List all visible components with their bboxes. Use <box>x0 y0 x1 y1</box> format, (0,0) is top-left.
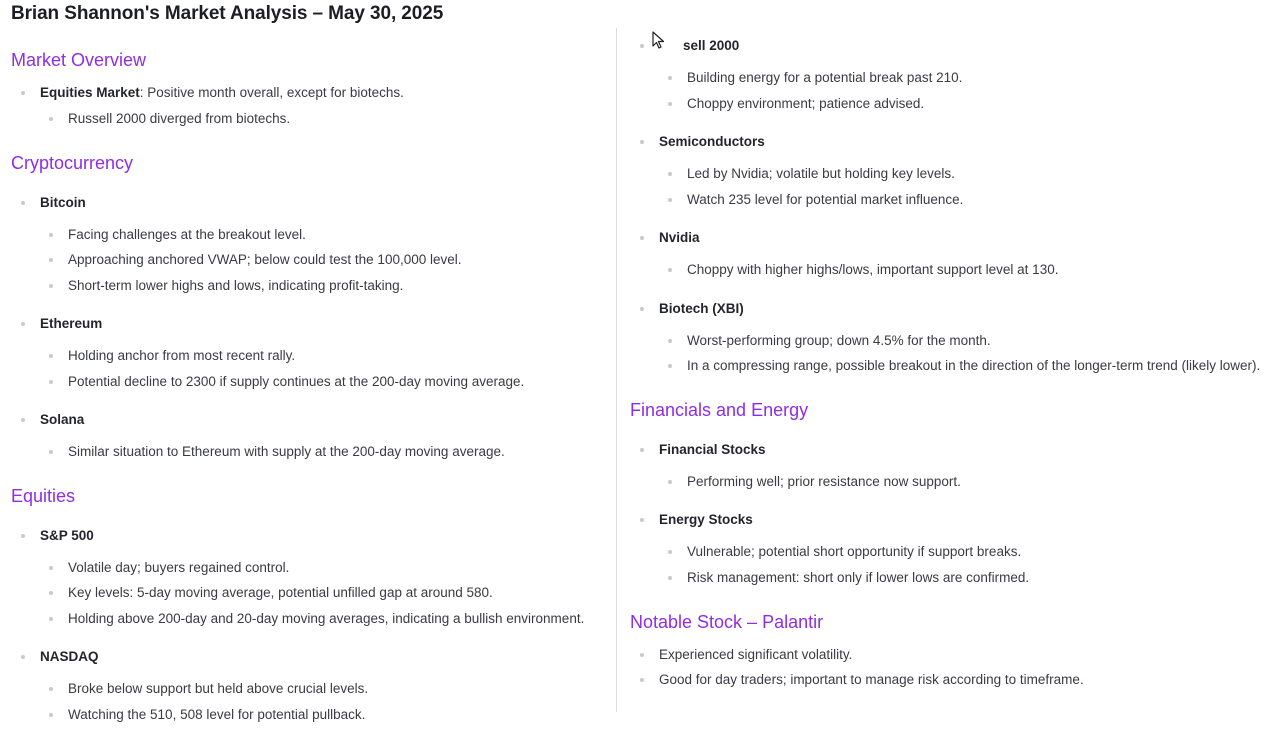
list-item <box>40 85 404 100</box>
list-item: Risk management: short only if lower lows are confirmed. <box>687 570 1029 585</box>
list-item: Volatile day; buyers regained control. <box>68 560 289 575</box>
column-divider <box>616 28 617 712</box>
list-item: Short-term lower highs and lows, indicating profit-taking. <box>68 278 403 293</box>
heading-palantir: Notable Stock – Palantir <box>630 612 824 632</box>
energy-stocks-label: Energy Stocks <box>659 512 753 527</box>
list-item: Experienced significant volatility. <box>659 647 852 662</box>
list-item: Watching the 510, 508 level for potential pullback. <box>68 707 365 722</box>
equities-market-text: : Positive month overall, except for biotechs. <box>139 85 404 100</box>
list-item: Worst-performing group; down 4.5% for the month. <box>687 333 991 348</box>
list-item: Performing well; prior resistance now support. <box>687 474 961 489</box>
list-item: Watch 235 level for potential market influence. <box>687 192 963 207</box>
heading-cryptocurrency: Cryptocurrency <box>11 153 134 173</box>
list-item: Holding above 200-day and 20-day moving averages, indicating a bullish environment. <box>68 611 584 626</box>
list-item: Good for day traders; important to manage risk according to timeframe. <box>659 672 1084 687</box>
semiconductors-label: Semiconductors <box>659 134 765 149</box>
heading-equities: Equities <box>11 486 76 506</box>
heading-market-overview: Market Overview <box>11 50 147 70</box>
mouse-cursor-icon <box>652 31 666 51</box>
nasdaq-label: NASDAQ <box>40 649 99 664</box>
heading-financials-energy: Financials and Energy <box>630 400 809 420</box>
biotech-label: Biotech (XBI) <box>659 301 744 316</box>
list-item: Holding anchor from most recent rally. <box>68 348 295 363</box>
list-item: In a compressing range, possible breakout in the direction of the longer-term trend (likely lower). <box>687 358 1260 373</box>
russell-label: sell 2000 <box>659 38 739 53</box>
bitcoin-label: Bitcoin <box>40 195 86 210</box>
page-title: Brian Shannon's Market Analysis – May 30, 2025 <box>11 3 444 24</box>
list-item: Choppy environment; patience advised. <box>687 96 924 111</box>
list-item: Choppy with higher highs/lows, important support level at 130. <box>687 262 1058 277</box>
equities-market-label: Equities Market <box>40 85 140 100</box>
list-item: Key levels: 5-day moving average, potential unfilled gap at around 580. <box>68 585 493 600</box>
list-item: Similar situation to Ethereum with supply at the 200-day moving average. <box>68 444 505 459</box>
list-item: Led by Nvidia; volatile but holding key levels. <box>687 166 955 181</box>
list-item: Broke below support but held above crucial levels. <box>68 681 368 696</box>
list-item: Facing challenges at the breakout level. <box>68 227 306 242</box>
list-item: Approaching anchored VWAP; below could test the 100,000 level. <box>68 252 462 267</box>
list-item: Russell 2000 diverged from biotechs. <box>68 111 290 126</box>
list-item: Vulnerable; potential short opportunity if support breaks. <box>687 544 1021 559</box>
list-item: Building energy for a potential break past 210. <box>687 70 962 85</box>
nvidia-label: Nvidia <box>659 230 700 245</box>
financial-stocks-label: Financial Stocks <box>659 442 766 457</box>
solana-label: Solana <box>40 412 84 427</box>
ethereum-label: Ethereum <box>40 316 102 331</box>
sp500-label: S&P 500 <box>40 528 94 543</box>
list-item: Potential decline to 2300 if supply continues at the 200-day moving average. <box>68 374 524 389</box>
